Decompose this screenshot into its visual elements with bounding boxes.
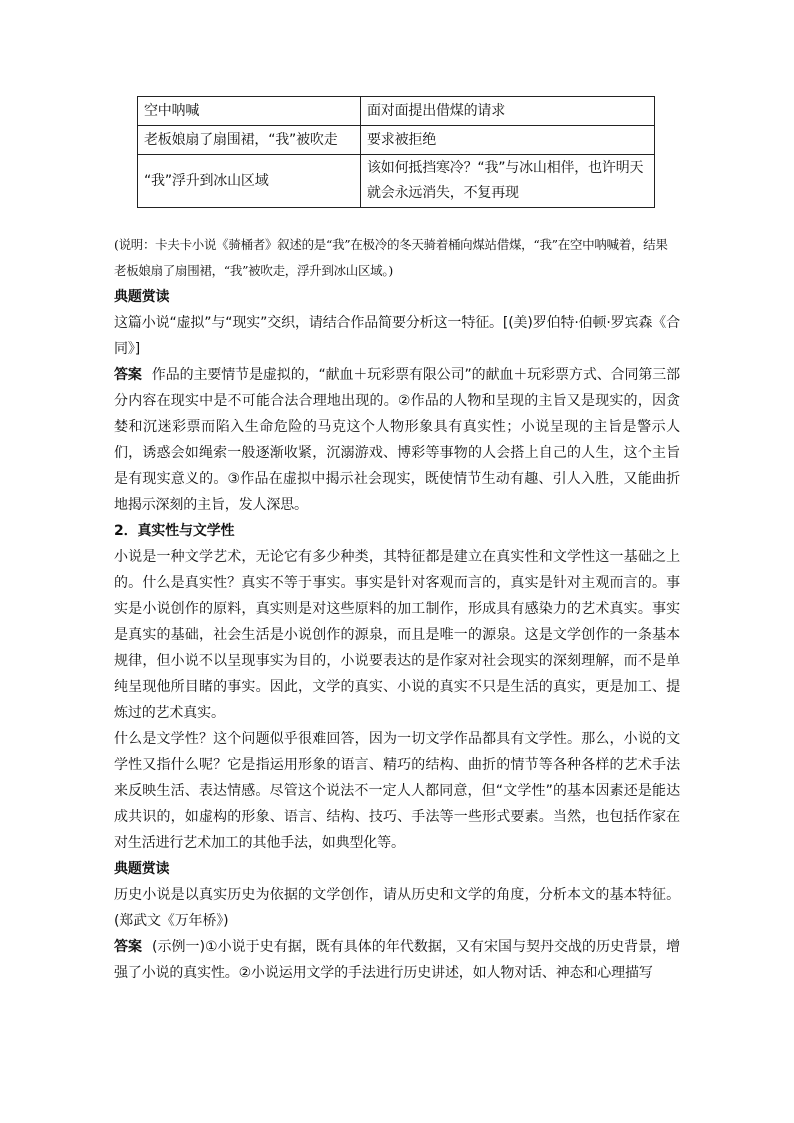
table-cell: 空中呐喊	[138, 97, 361, 126]
table-cell: 老板娘扇了扇围裙，“我”被吹走	[138, 126, 361, 155]
section-heading: 典题赏读	[114, 289, 170, 305]
answer-paragraph	[114, 934, 680, 986]
table-cell: 面对面提出借煤的请求	[361, 97, 655, 126]
section-heading: 典题赏读	[114, 861, 170, 877]
table-cell: 该如何抵挡寒冷？“我”与冰山相伴，也许明天就会永远消失，不复再现	[361, 155, 655, 208]
answer-label: 答案	[114, 367, 142, 383]
answer-paragraph	[114, 362, 680, 518]
body-paragraph: 小说是一种文学艺术，无论它有多少种类，其特征都是建立在真实性和文学性这一基础之上的。什么是真实性？真实不等于事实。事实是针对客观而言的，真实是针对主观而言的。事实是小说创作的原料，真实则是对这些原料的加工制作，形成具有感染力的艺术真实。事实是真实的基础，社会生活是小说创作的源泉，而且是唯一的源泉。这是文学创作的一条基本规律，但小说不以呈现事实为目的，小说要表达的是作家对社会现实的深刻理解，而不是单纯呈现他所目睹的事实。因此，文学的真实、小说的真实不只是生活的真实，更是加工、提炼过的艺术真实。	[114, 549, 680, 721]
main-text	[114, 284, 680, 986]
section-heading: 2．真实性与文学性	[114, 523, 235, 539]
question-text: 这篇小说“虚拟”与“现实”交织，请结合作品简要分析这一特征。[(美)罗伯特·伯顿·罗宾森《合同》]	[114, 315, 680, 357]
answer-text: (示例一)①小说于史有据，既有具体的年代数据，又有宋国与契丹交战的历史背景，增强了小说的真实性。②小说运用文学的手法进行历史讲述，如人物对话、神态和心理描写	[114, 939, 681, 981]
answer-label: 答案	[114, 939, 143, 955]
table-row	[138, 155, 655, 208]
table-note: (说明：卡夫卡小说《骑桶者》叙述的是“我”在极冷的冬天骑着桶向煤站借煤，“我”在空中呐喊着，结果老板娘扇了扇围裙，“我”被吹走，浮升到冰山区域。)	[114, 237, 668, 278]
table-cell: 要求被拒绝	[361, 126, 655, 155]
plot-table	[137, 96, 655, 208]
table-row	[138, 97, 655, 126]
answer-text: 作品的主要情节是虚拟的，“献血＋玩彩票有限公司”的献血＋玩彩票方式、合同第三部分内容在现实中是不可能合法合理地出现的。②作品的人物和呈现的主旨又是现实的，因贪婪和沉迷彩票而陷入生命危险的马克这个人物形象具有真实性；小说呈现的主旨是警示人们，诱惑会如绳索一般逐渐收紧，沉溺游戏、博彩等事物的人会搭上自己的人生，这个主旨是有现实意义的。③作品在虚拟中揭示社会现实，既使情节生动有趣、引人入胜，又能曲折地揭示深刻的主旨，发人深思。	[114, 367, 681, 513]
table-cell: “我”浮升到冰山区域	[138, 155, 361, 208]
table-row	[138, 126, 655, 155]
question-text: 历史小说是以真实历史为依据的文学创作，请从历史和文学的角度，分析本文的基本特征。(郑武文《万年桥》)	[114, 887, 680, 929]
body-paragraph: 什么是文学性？这个问题似乎很难回答，因为一切文学作品都具有文学性。那么，小说的文学性又指什么呢？它是指运用形象的语言、精巧的结构、曲折的情节等各种各样的艺术手法来反映生活、表达情感。尽管这个说法不一定人人都同意，但“文学性”的基本因素还是能达成共识的，如虚构的形象、语言、结构、技巧、手法等一些形式要素。当然，也包括作家在对生活进行艺术加工的其他手法，如典型化等。	[114, 731, 680, 851]
